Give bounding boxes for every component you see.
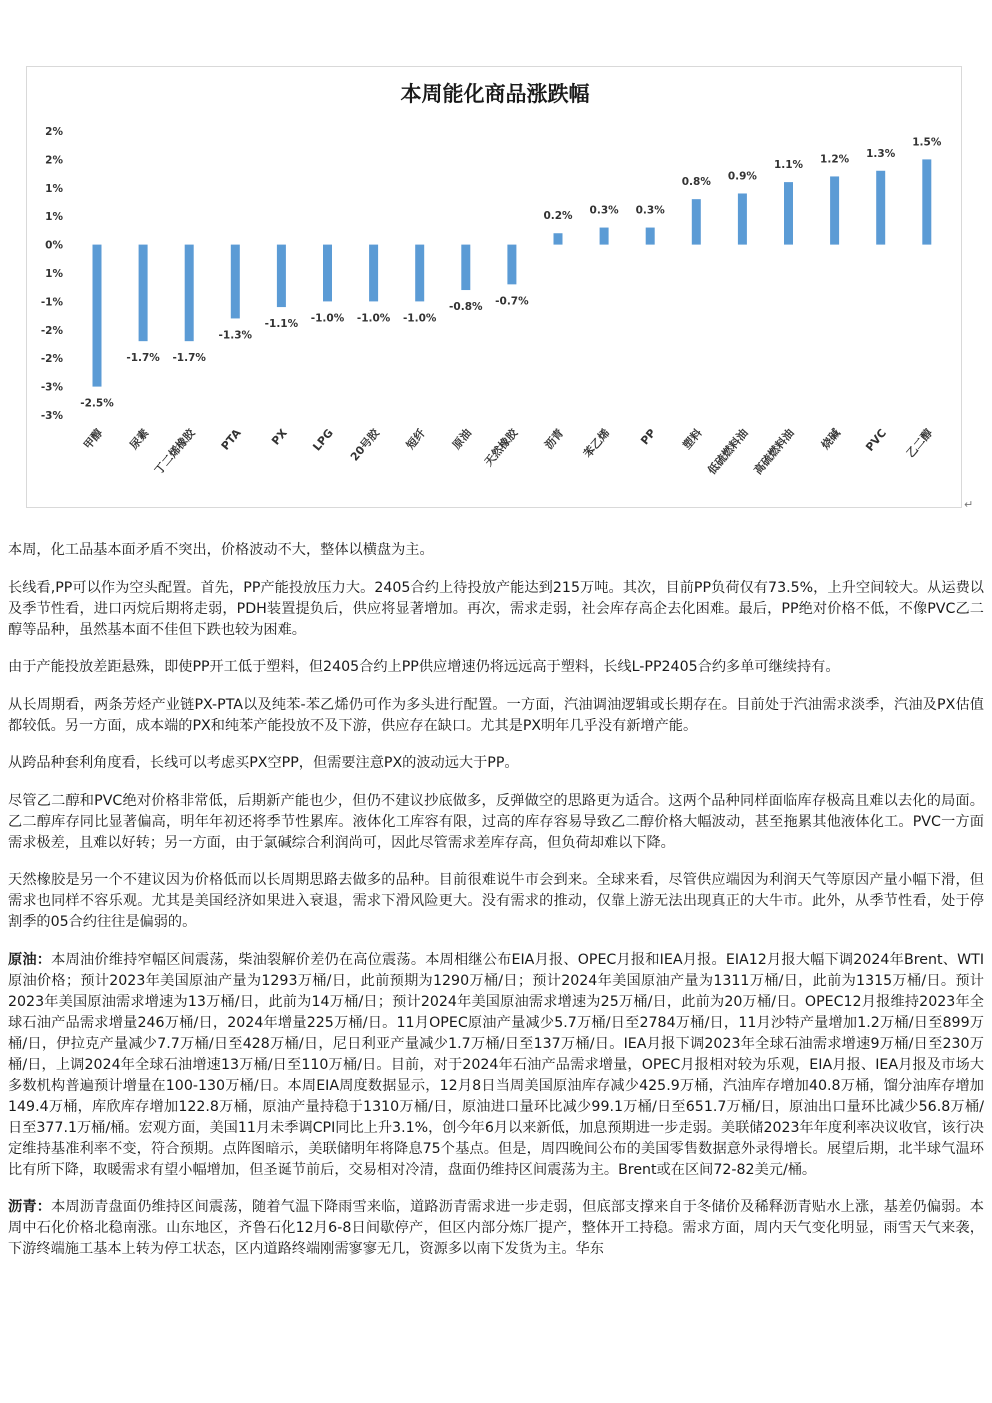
y-tick-label: -3% xyxy=(40,410,63,422)
paragraph: 本周，化工品基本面矛盾不突出，价格波动不大，整体以横盘为主。 xyxy=(8,542,434,558)
paragraph: 长线看,PP可以作为空头配置。首先，PP产能投放压力大。2405合约上待投放产能达到215万吨。其次，目前PP负荷仅有73.5%，上升空间较大。从运费以及季节性看，进口丙烷后期将走弱，PDH装置提负后，供应将显著增加。再次，需求走弱，社会库存高企去化困难。最后，PP绝对价格不低，不像PVC乙二醇等品种，虽然基本面不佳但下跌也较为困难。 xyxy=(8,579,984,638)
document-body xyxy=(8,540,984,1277)
bar-甲醇 xyxy=(93,245,102,387)
data-label: 1.5% xyxy=(912,136,942,149)
section-lead-label: 沥青： xyxy=(8,1199,52,1215)
x-tick-label: LPG xyxy=(310,426,336,454)
data-label: 0.8% xyxy=(681,176,711,189)
data-label: -0.7% xyxy=(495,295,529,308)
y-tick-label: 2% xyxy=(45,154,63,167)
data-label: -0.8% xyxy=(449,301,483,314)
x-tick-label: 20号胶 xyxy=(347,426,382,464)
x-tick-label: PP xyxy=(638,426,659,448)
y-tick-label: 0% xyxy=(45,239,63,252)
bar-丁二烯橡胶 xyxy=(185,245,194,342)
bars xyxy=(93,159,932,386)
paragraph: 由于产能投放差距悬殊，即使PP开工低于塑料，但2405合约上PP供应增速仍将远远高于塑料，长线L-PP2405合约多单可继续持有。 xyxy=(8,659,840,675)
x-tick-label: 原油 xyxy=(449,426,475,452)
y-tick-label: 1% xyxy=(45,182,63,195)
x-tick-label: PX xyxy=(269,426,290,448)
data-label: -1.7% xyxy=(172,352,206,365)
x-tick-label: 天然橡胶 xyxy=(481,426,521,469)
chart-container xyxy=(26,66,962,508)
bar-LPG xyxy=(323,245,332,302)
bar-天然橡胶 xyxy=(507,245,516,285)
x-tick-label: PVC xyxy=(863,426,889,454)
data-label: 1.3% xyxy=(866,147,896,160)
x-tick-label: 低硫燃料油 xyxy=(705,426,751,478)
paragraph-crude-oil: 原油：本周油价维持窄幅区间震荡，柴油裂解价差仍在高位震荡。本周相继公布EIA月报、OPEC月报和IEA月报。EIA12月报大幅下调2024年Brent、WTI原油价格；预计2023年美国原油产量为1293万桶/日，此前预期为1290万桶/日；预计2024年美国原油产量为1311万桶/日，此前为1315万桶/日。预计2023年美国原油需求增速为13万桶/日，此前为14万桶/日；预计2024年美国原油需求增速为25万桶/日，此前为20万桶/日。OPEC12月报维持2023年全球石油产品需求增量246万桶/日，2024年增量225万桶/日。11月OPEC原油产量减少5.7万桶/日至2784万桶/日，11月沙特产量增加1.2万桶/日至899万桶/日，伊拉克产量减少7.7万桶/日至428万桶/日，尼日利亚产量减少1.7万桶/日至137万桶/日。IEA月报下调2023年全球石油需求增速9万桶/日至230万桶/日，上调2024年全球石油增速13万桶/日至110万桶/日。目前，对于2024年石油产品需求增量，OPEC月报相对较为乐观，EIA月报、IEA月报及市场大多数机构普遍预计增量在100-130万桶/日。本周EIA周度数据显示，12月8日当周美国原油库存减少425.9万桶，汽油库存增加40.8万桶，馏分油库存增加149.4万桶，库欣库存增加122.8万桶，原油产量持稳于1310万桶/日，原油进口量环比减少99.1万桶/日至651.7万桶/日，原油出口量环比减少56.8万桶/日至377.1万桶/桶。宏观方面，美国11月未季调CPI同比上升3.1%，创今年6月以来新低，加息预期进一步走弱。美联储2023年年度利率决议收官，该行决定维持基准利率不变，符合预期。点阵图暗示，美联储明年将降息75个基点。但是，周四晚间公布的美国零售数据意外录得增长。展望后期，北半球气温环比有所下降，取暖需求有望小幅增加，但圣诞节前后，交易相对冷清，盘面仍维持区间震荡为主。Brent或在区间72-82美元/桶。 xyxy=(8,951,984,1178)
data-label: -1.0% xyxy=(356,312,391,325)
x-tick-label: PTA xyxy=(218,426,244,453)
y-axis-ticks xyxy=(41,126,64,422)
bar-塑料 xyxy=(692,199,701,244)
paragraph: 从跨品种套利角度看，长线可以考虑买PX空PP，但需要注意PX的波动远大于PP。 xyxy=(8,755,519,771)
x-tick-label: 甲醇 xyxy=(81,426,106,452)
y-tick-label: -1% xyxy=(40,296,63,309)
bar-高硫燃料油 xyxy=(784,182,793,244)
bar-苯乙烯 xyxy=(600,228,609,245)
data-label: -1.0% xyxy=(310,312,345,325)
x-axis-labels xyxy=(80,425,935,477)
bar-低硫燃料油 xyxy=(738,193,747,244)
bar-PX xyxy=(277,245,286,307)
x-tick-label: 苯乙烯 xyxy=(581,426,613,461)
data-label: 0.9% xyxy=(727,170,757,183)
bar-沥青 xyxy=(554,233,563,244)
chart-title: 本周能化商品涨跌幅 xyxy=(400,82,590,106)
x-tick-label: 尿素 xyxy=(127,426,152,452)
x-tick-label: 短纤 xyxy=(403,426,428,452)
x-tick-label: 塑料 xyxy=(680,426,705,452)
bar-PTA xyxy=(231,245,240,319)
data-label: -1.0% xyxy=(402,312,437,325)
data-label: -1.3% xyxy=(218,329,253,342)
bar-原油 xyxy=(461,245,470,290)
data-label: 1.1% xyxy=(773,159,804,172)
bar-PP xyxy=(646,228,655,245)
paragraph: 天然橡胶是另一个不建议因为价格低而以长周期思路去做多的品种。目前很难说牛市会到来。全球来看，尽管供应端因为利润天气等原因产量小幅下滑，但需求也同样不容乐观。尤其是美国经济如果进入衰退，需求下滑风险更大。没有需求的推动，仅靠上游无法出现真正的大牛市。此外，从季节性看，处于停割季的05合约往往是偏弱的。 xyxy=(8,872,984,930)
y-tick-label: 1% xyxy=(45,211,63,224)
x-tick-label: 沥青 xyxy=(542,426,567,452)
paragraph-asphalt: 沥青：本周沥青盘面仍维持区间震荡，随着气温下降雨雪来临，道路沥青需求进一步走弱，但底部支撑来自于冬储价及稀释沥青贴水上涨，基差仍偏弱。本周中石化价格北稳南涨。山东地区，齐鲁石化12月6-8日间歇停产，但区内部分炼厂提产，整体开工持稳。需求方面，周内天气变化明显，雨雪天气来袭，下游终端施工基本上转为停工状态，区内道路终端刚需寥寥无几，资源多以南下发货为主。华东 xyxy=(8,1199,984,1257)
x-tick-label: 高硫燃料油 xyxy=(751,426,797,478)
data-label: 1.2% xyxy=(820,153,850,166)
y-tick-label: -2% xyxy=(40,324,63,337)
paragraph-return-mark: ↵ xyxy=(964,498,974,511)
data-label: 0.3% xyxy=(589,204,619,217)
bar-乙二醇 xyxy=(922,159,931,244)
bar-PVC xyxy=(876,171,885,245)
y-tick-label: -2% xyxy=(40,353,63,366)
bar-chart xyxy=(27,67,963,509)
data-label: -2.5% xyxy=(80,397,114,410)
x-tick-label: 丁二烯橡胶 xyxy=(152,426,198,478)
paragraph: 从长周期看，两条芳烃产业链PX-PTA以及纯苯-苯乙烯仍可作为多头进行配置。一方面，汽油调油逻辑或长期存在。目前处于汽油需求淡季，汽油及PX估值都较低。另一方面，成本端的PX和纯苯产能投放不及下游，供应存在缺口。尤其是PX明年几乎没有新增产能。 xyxy=(8,696,984,734)
bar-尿素 xyxy=(139,245,148,342)
y-tick-label: 1% xyxy=(45,268,63,280)
section-lead-label: 原油： xyxy=(8,951,52,968)
data-label: 0.2% xyxy=(543,210,573,223)
y-tick-label: -3% xyxy=(40,381,63,394)
data-label: -1.7% xyxy=(126,352,160,365)
x-tick-label: 烧碱 xyxy=(818,426,843,452)
x-tick-label: 乙二醇 xyxy=(903,426,936,461)
bar-短纤 xyxy=(415,245,424,302)
bar-20号胶 xyxy=(369,245,378,302)
data-label: -1.1% xyxy=(264,318,299,331)
y-tick-label: 2% xyxy=(45,126,63,138)
paragraph: 尽管乙二醇和PVC绝对价格非常低，后期新产能也少，但仍不建议抄底做多，反弹做空的思路更为适合。这两个品种同样面临库存极高且难以去化的局面。乙二醇库存同比显著偏高，明年年初还将季节性累库。液体化工库容有限，过高的库存容易导致乙二醇价格大幅波动，甚至拖累其他液体化工。PVC一方面需求极差，且难以好转；另一方面，由于氯碱综合利润尚可，因此尽管需求差库存高，但负荷却难以下降。 xyxy=(8,792,984,851)
bar-烧碱 xyxy=(830,176,839,244)
data-label: 0.3% xyxy=(635,204,665,217)
